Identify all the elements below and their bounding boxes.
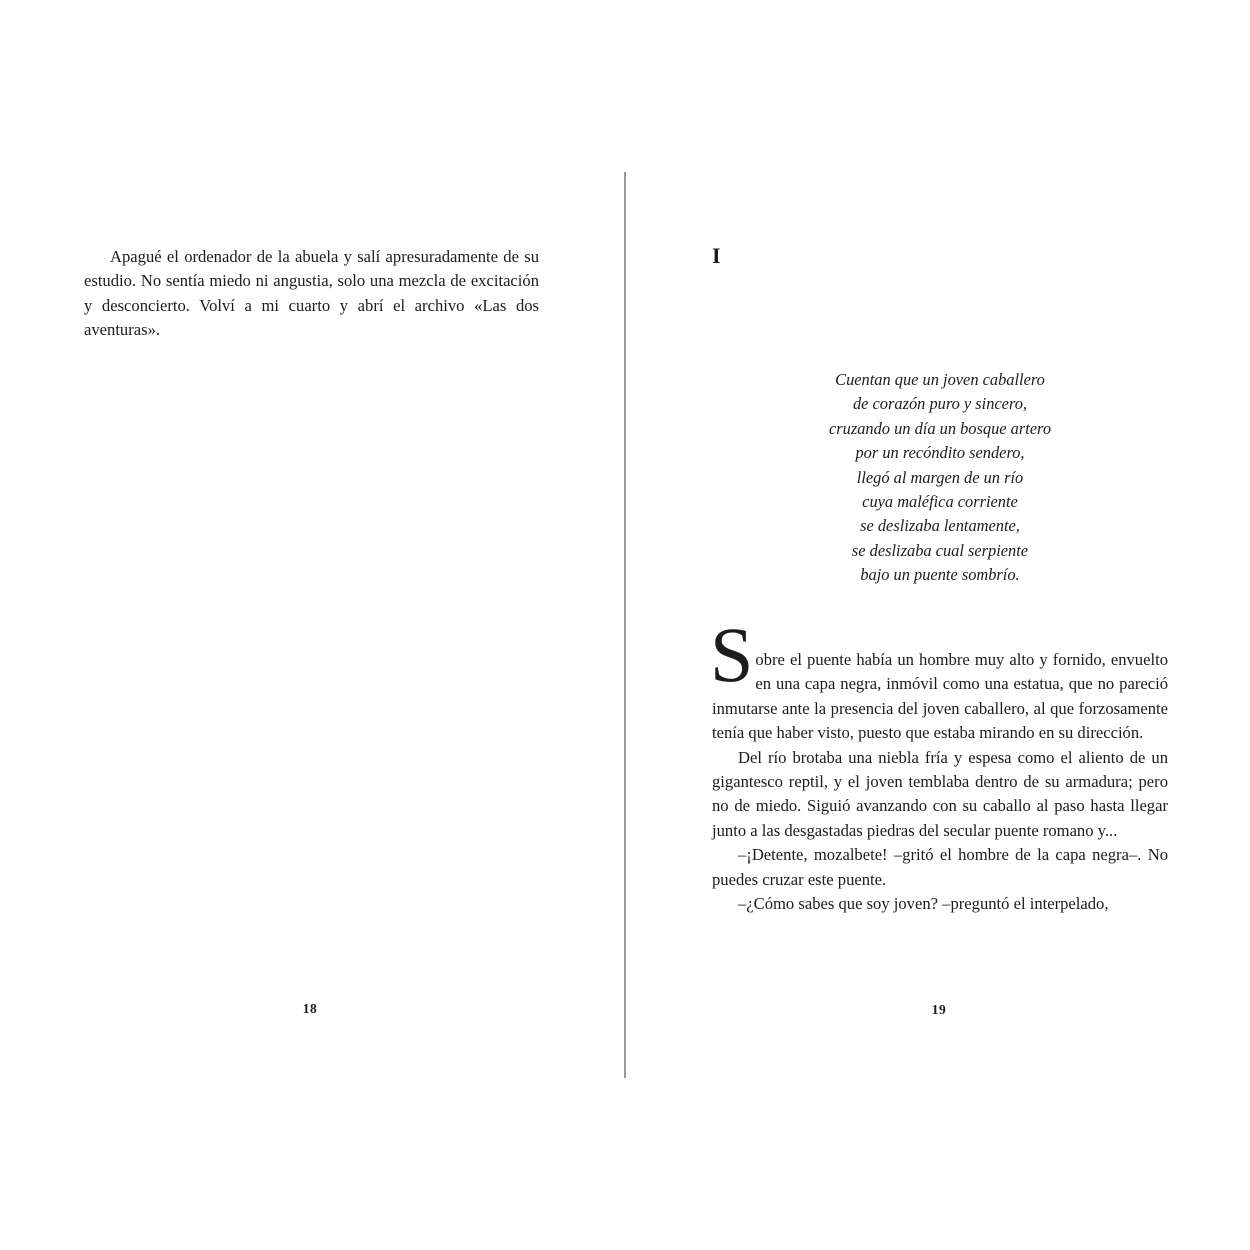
verse-line: se deslizaba cual serpiente <box>851 540 1029 560</box>
verse-line: Cuentan que un joven caballero <box>835 370 1045 389</box>
epigraph-verse <box>712 368 1168 588</box>
verse-line: se deslizaba lentamente, <box>860 516 1020 536</box>
drop-cap: S <box>710 611 754 698</box>
body-paragraph: –¡Detente, mozalbete! –gritó el hombre de la capa negra–. No puedes cruzar este puente. <box>712 845 1168 889</box>
left-page <box>84 0 539 1250</box>
verse-line: por un recóndito sendero, <box>855 443 1025 463</box>
drop-cap-spacer <box>712 622 1168 648</box>
body-paragraph-first <box>710 611 1168 746</box>
verse-line: cuya maléfica corriente <box>862 492 1018 512</box>
left-paragraph: Apagué el ordenador de la abuela y salí apresuradamente de su estudio. No sentía miedo ni angustia, solo una mezcla de excitación y desconcierto. Volví a mi cuarto y abrí el archivo «Las dos aventuras». <box>84 247 539 340</box>
verse-line: de corazón puro y sincero, <box>852 394 1028 414</box>
left-page-text <box>84 245 539 343</box>
verse-line: llegó al margen de un río <box>856 467 1024 487</box>
right-page <box>712 0 1168 1250</box>
verse-line: bajo un puente sombrío. <box>860 565 1020 585</box>
body-paragraph: –¿Cómo sabes que soy joven? –preguntó el interpelado, <box>738 894 1109 914</box>
first-paragraph-text: obre el puente había un hombre muy alto y fornido, envuelto en una capa negra, inmóvil como una estatua, que no pareció inmutarse ante la presencia del joven caballero, al que forzosamente tenía que haber visto, puesto que estaba mirando en su dirección. <box>712 650 1168 743</box>
page-number-left: 18 <box>302 1001 318 1016</box>
body-paragraph: Del río brotaba una niebla fría y espesa como el aliento de un gigantesco reptil, y el joven temblaba dentro de su armadura; pero no de miedo. Siguió avanzando con su caballo al paso hasta llegar junto a las desgastadas piedras del secular puente romano y... <box>712 747 1168 840</box>
page-gutter-line <box>624 172 626 1078</box>
chapter-number: I <box>712 243 721 268</box>
chapter-body-text <box>710 611 1168 916</box>
verse-line: cruzando un día un bosque artero <box>828 418 1052 438</box>
page-number-right: 19 <box>931 1002 947 1017</box>
